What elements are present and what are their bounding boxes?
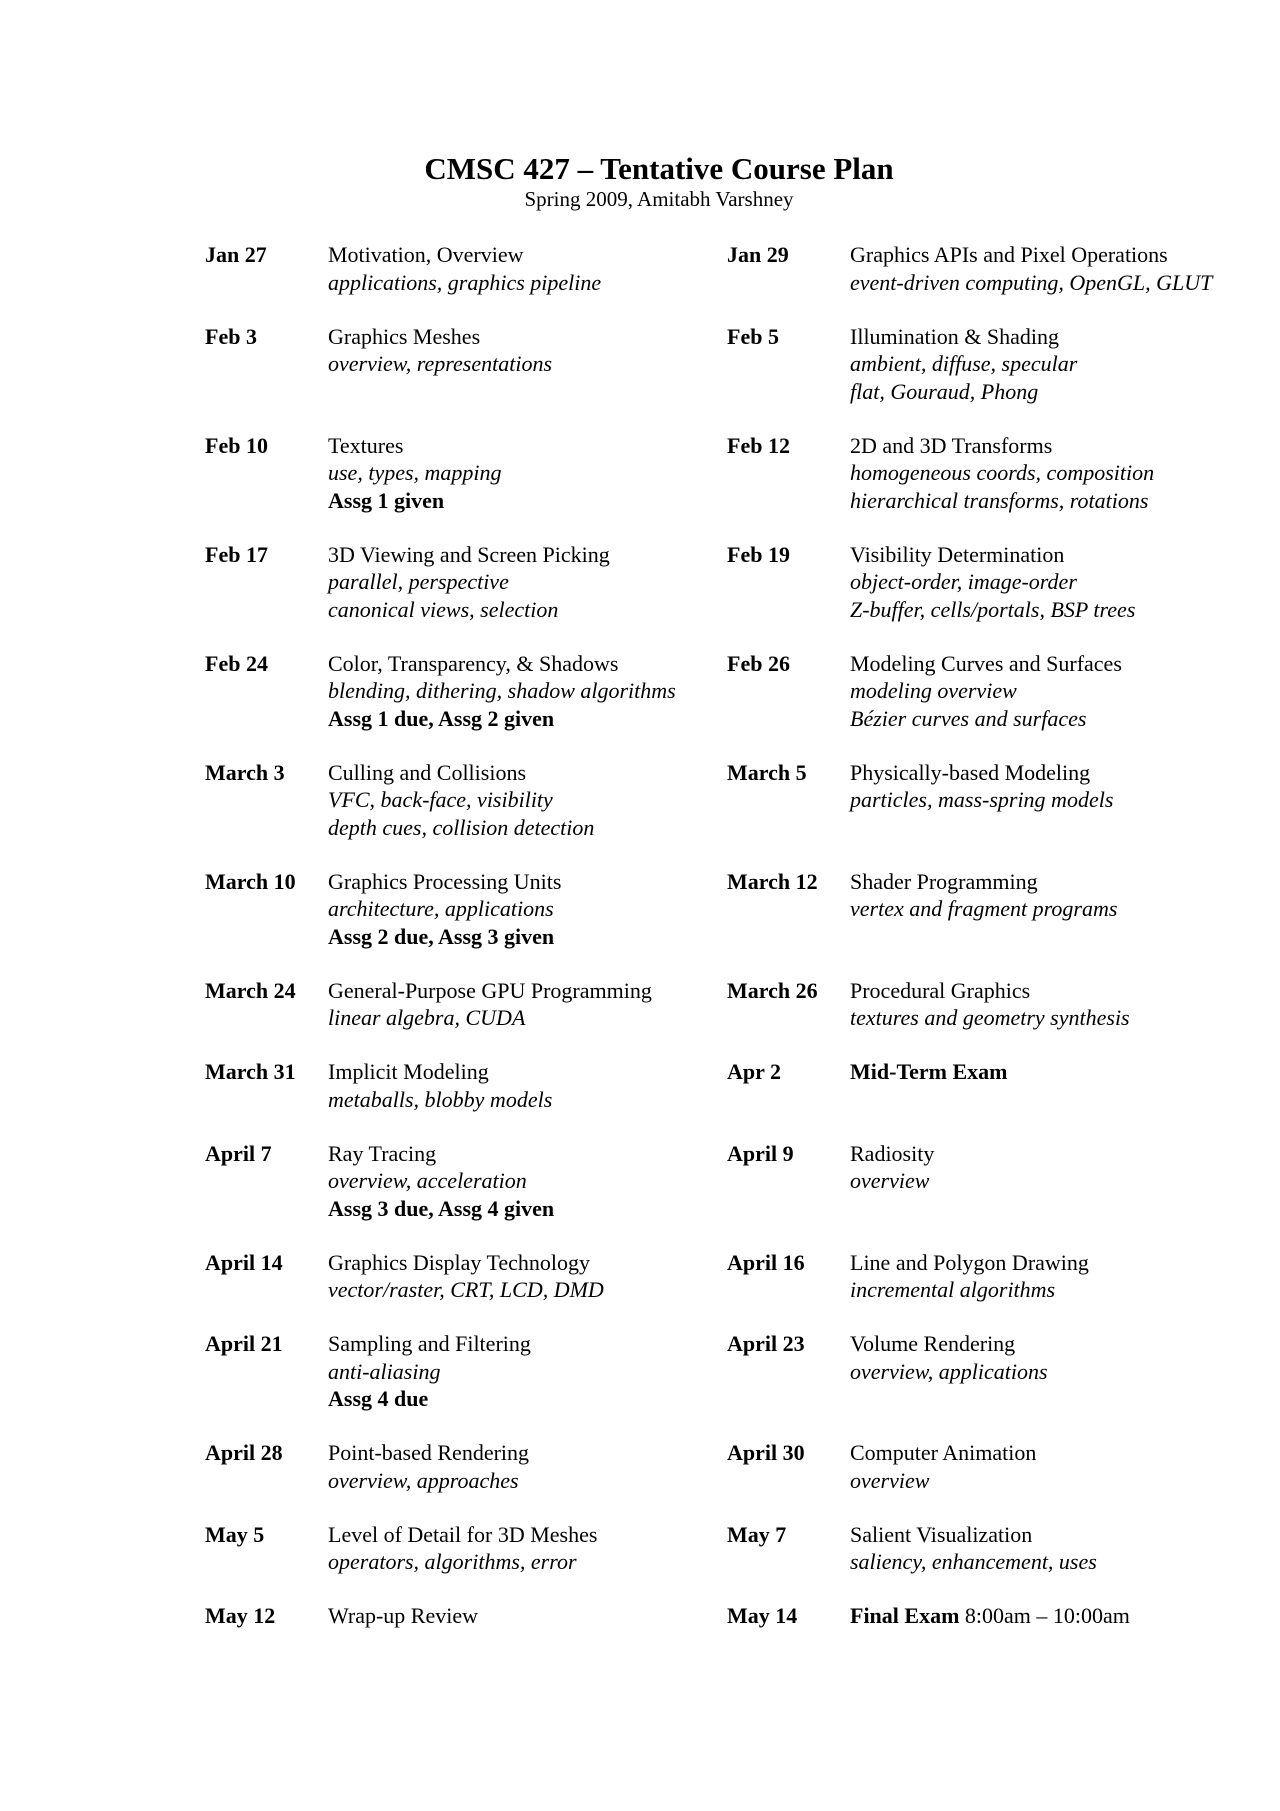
session-date: May 12 [205, 1603, 276, 1628]
session-topic: Graphics APIs and Pixel Operations [850, 242, 1168, 267]
session-topic: Motivation, Overview [328, 242, 524, 267]
session-topic: Procedural Graphics [850, 977, 1031, 1003]
session-details: depth cues, collision detection [328, 814, 595, 840]
assignment-note: Assg 1 given [328, 487, 445, 513]
session-entry [850, 1058, 1007, 1086]
session-date: April 7 [205, 1140, 272, 1166]
session-details: flat, Gouraud, Phong [850, 378, 1039, 404]
session-topic: 3D Viewing and Screen Picking [328, 541, 610, 567]
session-entry [850, 241, 1212, 296]
session-topic: Wrap-up Review [328, 1603, 479, 1628]
session-details: vector/raster, CRT, LCD, DMD [328, 1277, 604, 1302]
session-topic: Graphics Display Technology [328, 1249, 591, 1275]
session-date: March 26 [727, 977, 818, 1003]
session-details: ambient, diffuse, specular [850, 351, 1078, 376]
session-entry [850, 1140, 934, 1195]
session-date: May 5 [205, 1521, 265, 1547]
session-date: April 30 [727, 1440, 805, 1465]
assignment-note: Assg 1 due, Assg 2 given [328, 705, 555, 731]
session-details: particles, mass-spring models [850, 787, 1114, 812]
session-date: April 28 [205, 1440, 283, 1465]
session-details: operators, algorithms, error [328, 1549, 577, 1574]
session-date: Feb 5 [727, 323, 779, 349]
session-topic: Volume Rendering [850, 1331, 1016, 1356]
session-entry [328, 1439, 529, 1494]
session-date: March 5 [727, 759, 807, 785]
session-details: object-order, image-order [850, 569, 1077, 594]
session-date: May 7 [727, 1521, 787, 1547]
session-date: March 24 [205, 977, 296, 1003]
session-details: incremental algorithms [850, 1277, 1056, 1302]
session-details: overview, acceleration [328, 1168, 527, 1193]
session-details: canonical views, selection [328, 596, 559, 622]
session-details: modeling overview [850, 678, 1017, 703]
session-details: overview, applications [850, 1358, 1048, 1384]
session-topic [850, 1058, 1007, 1086]
session-details: overview [850, 1467, 930, 1493]
session-date: Feb 3 [205, 323, 257, 349]
session-topic: Textures [328, 432, 404, 458]
session-date: April 14 [205, 1249, 283, 1275]
session-entry [850, 541, 1135, 624]
exam-label: Mid-Term Exam [850, 1059, 1008, 1084]
session-date: April 21 [205, 1331, 283, 1356]
session-entry [328, 241, 601, 296]
session-topic: Graphics Processing Units [328, 868, 562, 894]
session-details: overview [850, 1168, 930, 1193]
session-topic: 2D and 3D Transforms [850, 432, 1053, 458]
session-entry [850, 977, 1130, 1032]
session-entry [850, 868, 1117, 923]
session-entry [850, 1249, 1089, 1304]
session-date: Jan 29 [727, 242, 789, 267]
session-entry [328, 1521, 597, 1576]
session-entry [850, 1602, 1130, 1630]
session-date: April 9 [727, 1140, 794, 1166]
session-topic: Illumination & Shading [850, 323, 1059, 349]
session-entry [328, 432, 502, 515]
session-entry [328, 323, 552, 378]
session-topic: Implicit Modeling [328, 1059, 489, 1084]
session-date: April 23 [727, 1331, 805, 1356]
session-topic: Graphics Meshes [328, 323, 481, 349]
exam-label: Final Exam [850, 1603, 960, 1628]
assignment-note: Assg 3 due, Assg 4 given [328, 1195, 555, 1221]
session-topic: Culling and Collisions [328, 759, 527, 785]
session-date: May 14 [727, 1603, 798, 1628]
session-details: architecture, applications [328, 896, 554, 921]
page-title: CMSC 427 – Tentative Course Plan [424, 151, 894, 186]
session-topic: Salient Visualization [850, 1521, 1033, 1547]
session-entry [328, 1140, 554, 1223]
page-header [0, 151, 1280, 212]
session-date: March 3 [205, 759, 285, 785]
session-details: hierarchical transforms, rotations [850, 487, 1149, 513]
session-entry [850, 323, 1077, 406]
session-topic: Sampling and Filtering [328, 1331, 531, 1356]
session-date: March 31 [205, 1059, 296, 1084]
session-date: Feb 10 [205, 432, 268, 458]
session-topic: Point-based Rendering [328, 1440, 530, 1465]
session-topic: Computer Animation [850, 1440, 1037, 1465]
session-entry [850, 759, 1113, 814]
session-topic: Ray Tracing [328, 1140, 437, 1166]
session-details: overview, approaches [328, 1467, 519, 1493]
session-topic: Radiosity [850, 1140, 935, 1166]
session-entry [850, 1521, 1097, 1576]
session-entry [850, 1439, 1036, 1494]
session-topic: Modeling Curves and Surfaces [850, 650, 1122, 676]
session-details: vertex and fragment programs [850, 896, 1118, 921]
session-details: event-driven computing, OpenGL, GLUT [850, 269, 1213, 295]
session-topic: Visibility Determination [850, 541, 1065, 567]
session-date: March 12 [727, 868, 818, 894]
assignment-note: Assg 4 due [328, 1386, 429, 1411]
session-details: use, types, mapping [328, 460, 502, 485]
session-entry [850, 432, 1154, 515]
session-topic: Level of Detail for 3D Meshes [328, 1521, 598, 1547]
session-date: Jan 27 [205, 242, 267, 267]
session-details: applications, graphics pipeline [328, 269, 602, 295]
session-topic: Line and Polygon Drawing [850, 1249, 1089, 1275]
session-entry [328, 1249, 604, 1304]
session-details: VFC, back-face, visibility [328, 787, 553, 812]
session-details: textures and geometry synthesis [850, 1005, 1130, 1030]
session-details: Z-buffer, cells/portals, BSP trees [850, 596, 1136, 622]
session-date: Apr 2 [727, 1059, 781, 1084]
session-entry [328, 868, 561, 951]
session-topic: Physically-based Modeling [850, 759, 1091, 785]
session-date: April 16 [727, 1249, 805, 1275]
session-topic [850, 1602, 1130, 1630]
session-entry [850, 1330, 1048, 1385]
session-entry [328, 541, 610, 624]
session-entry [328, 759, 594, 842]
session-topic: Color, Transparency, & Shadows [328, 650, 619, 676]
session-details: metaballs, blobby models [328, 1086, 553, 1112]
session-date: March 10 [205, 868, 296, 894]
page-subtitle: Spring 2009, Amitabh Varshney [524, 187, 794, 211]
session-entry [328, 650, 676, 733]
session-details: Bézier curves and surfaces [850, 705, 1087, 731]
session-date: Feb 26 [727, 650, 790, 676]
session-details: blending, dithering, shadow algorithms [328, 678, 676, 703]
session-entry [328, 1058, 552, 1113]
session-entry [328, 977, 652, 1032]
exam-time: 8:00am – 10:00am [959, 1603, 1130, 1628]
session-topic: General-Purpose GPU Programming [328, 977, 652, 1003]
session-entry [850, 650, 1122, 733]
session-details: saliency, enhancement, uses [850, 1549, 1097, 1574]
session-date: Feb 12 [727, 432, 790, 458]
session-details: anti-aliasing [328, 1358, 441, 1384]
session-entry [328, 1602, 478, 1630]
session-details: parallel, perspective [328, 569, 509, 594]
session-date: Feb 17 [205, 541, 268, 567]
session-date: Feb 24 [205, 650, 268, 676]
session-entry [328, 1330, 531, 1413]
session-topic: Shader Programming [850, 868, 1038, 894]
session-details: overview, representations [328, 351, 553, 376]
session-details: linear algebra, CUDA [328, 1005, 526, 1030]
session-details: homogeneous coords, composition [850, 460, 1155, 485]
assignment-note: Assg 2 due, Assg 3 given [328, 923, 555, 949]
session-date: Feb 19 [727, 541, 790, 567]
